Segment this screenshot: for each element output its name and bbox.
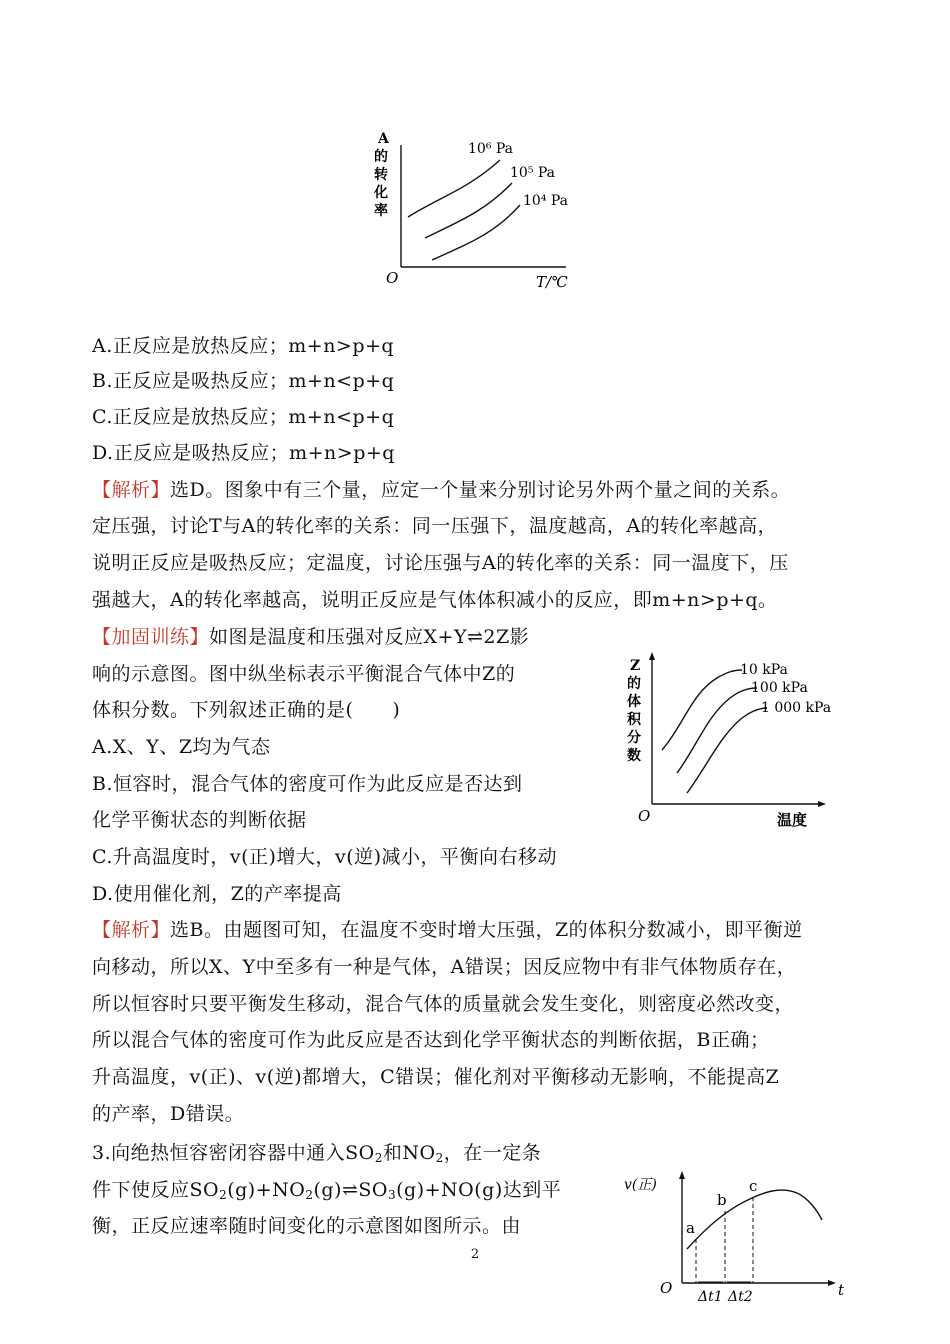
practice-line-2: 响的示意图。图中纵坐标表示平衡混合气体中Z的: [92, 663, 516, 685]
curve-1e4-pa: [432, 205, 520, 260]
point-c-label: c: [749, 1177, 758, 1195]
practice-tag: 【加固训练】: [92, 626, 210, 648]
analysis1-line-1: 【解析】选D。图象中有三个量，应定一个量来分别讨论另外两个量之间的关系。: [92, 479, 791, 501]
y-axis-label: v(正): [624, 1177, 657, 1193]
curve-1000-kpa: [687, 708, 767, 793]
figure-rate-vs-time: [622, 1165, 852, 1310]
x-axis-label: t: [838, 1281, 845, 1299]
x-axis-label: T/℃: [536, 273, 568, 291]
curve-100-kpa: [677, 688, 757, 773]
point-a-label: a: [686, 1219, 695, 1237]
practice-option-a: A.X、Y、Z均为气态: [92, 736, 271, 758]
option-b: B.正反应是吸热反应；m+n<p+q: [92, 370, 395, 392]
curve-label-10-kpa: 10 kPa: [740, 662, 788, 678]
origin-label: O: [386, 269, 399, 287]
practice-option-d: D.使用催化剂，Z的产率提高: [92, 883, 342, 905]
curve-label-1e6: 10⁶ Pa: [468, 141, 514, 157]
y-axis-label: A 的转化率: [374, 131, 389, 219]
rate-curve: [687, 1190, 822, 1249]
y-axis-label: Z 的体积分数: [627, 658, 641, 764]
y-axis-arrow: [679, 1171, 685, 1179]
point-b-label: b: [717, 1191, 727, 1209]
q3-line-3: 衡，正反应速率随时间变化的示意图如图所示。由: [92, 1215, 522, 1237]
curve-label-1e5: 10⁵ Pa: [510, 165, 556, 181]
analysis2-line-4: 所以混合气体的密度可作为此反应是否达到化学平衡状态的判断依据，B正确；: [92, 1029, 770, 1051]
practice-option-b-1: B.恒容时，混合气体的密度可作为此反应是否达到: [92, 773, 523, 795]
interval-label-1: Δt1: [698, 1289, 723, 1305]
y-axis-arrow: [649, 652, 655, 660]
practice-line-1: 【加固训练】如图是温度和压强对反应X+Y⇌2Z影: [92, 626, 530, 648]
q3-line-1: 3.向绝热恒容密闭容器中通入$SO_2$和$NO_2$，在一定条: [92, 1142, 542, 1165]
curve-1e5-pa: [425, 183, 512, 238]
curve-10-kpa: [662, 670, 742, 750]
option-d: D.正反应是吸热反应；m+n>p+q: [92, 442, 395, 464]
origin-label: O: [660, 1279, 673, 1297]
analysis-tag: 【解析】: [92, 479, 171, 501]
analysis2-line-5: 升高温度，v(正)、v(逆)都增大，C错误；催化剂对平衡移动无影响，不能提高Z: [92, 1066, 780, 1088]
analysis2-line-2: 向移动，所以X、Y中至多有一种是气体，A错误；因反应物中有非气体物质存在，: [92, 956, 797, 978]
curve-label-1e4: 10⁴ Pa: [523, 193, 569, 209]
q3-line-2: 件下使反应$SO_2(g)+NO_2(g)\rightleftharpoons SO_3(g)+NO(g)$达到平: [92, 1179, 562, 1202]
analysis2-line-3: 所以恒容时只要平衡发生移动，混合气体的质量就会发生变化，则密度必然改变，: [92, 993, 795, 1015]
curve-label-100-kpa: 100 kPa: [751, 680, 808, 696]
analysis1-line-2: 定压强，讨论T与A的转化率的关系：同一压强下，温度越高，A的转化率越高，: [92, 515, 778, 537]
analysis2-line-1: 【解析】选B。由题图可知，在温度不变时增大压强，Z的体积分数减小，即平衡逆: [92, 919, 803, 941]
option-c: C.正反应是放热反应；m+n<p+q: [92, 406, 395, 428]
analysis1-line-4: 强越大，A的转化率越高，说明正反应是气体体积减小的反应，即m+n>p+q。: [92, 589, 778, 611]
interval-label-2: Δt2: [728, 1289, 753, 1305]
analysis2-line-6: 的产率，D错误。: [92, 1103, 245, 1125]
origin-label: O: [638, 807, 651, 825]
x-axis-arrow: [828, 1280, 836, 1286]
curve-1e6-pa: [408, 160, 500, 217]
practice-option-c: C.升高温度时，v(正)增大，v(逆)减小，平衡向右移动: [92, 846, 558, 868]
figure-conversion-vs-temperature: [370, 125, 590, 295]
figure-z-fraction-vs-temperature: [622, 648, 847, 833]
analysis1-line-3: 说明正反应是吸热反应；定温度，讨论压强与A的转化率的关系：同一温度下，压: [92, 552, 789, 574]
x-axis-label: 温度: [777, 811, 808, 829]
x-axis-arrow: [818, 801, 826, 807]
option-a: A.正反应是放热反应；m+n>p+q: [92, 335, 395, 357]
page-number: 2: [470, 1247, 480, 1262]
curve-label-1000-kpa: 1 000 kPa: [761, 700, 832, 716]
practice-line-3: 体积分数。下列叙述正确的是( ): [92, 699, 401, 721]
practice-option-b-2: 化学平衡状态的判断依据: [92, 809, 307, 831]
analysis-tag: 【解析】: [92, 919, 171, 941]
